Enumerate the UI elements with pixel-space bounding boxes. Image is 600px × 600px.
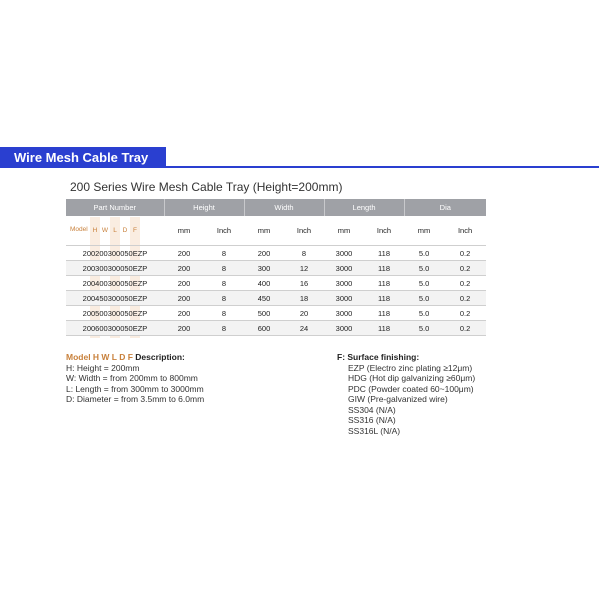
finishing-item: PDC (Powder coated 60~100μm): [348, 383, 474, 394]
part-number-cell: 200450300050EZP: [66, 291, 164, 306]
unit-cell: mm: [404, 216, 444, 246]
finishing-item: SS316L (N/A): [348, 425, 401, 436]
table-cell: 3000: [324, 306, 364, 321]
model-letter-l: L: [113, 227, 117, 234]
table-row: [66, 291, 486, 306]
table-row: [66, 306, 486, 321]
table-cell: 118: [364, 276, 404, 291]
part-number-cell: 200200300050EZP: [66, 246, 164, 261]
table-row: [66, 246, 486, 261]
table-cell: 5.0: [404, 291, 444, 306]
table-cell: 8: [204, 276, 244, 291]
table-cell: 0.2: [444, 321, 486, 336]
unit-cell: mm: [324, 216, 364, 246]
table-cell: 118: [364, 306, 404, 321]
table-cell: 118: [364, 261, 404, 276]
surface-finishing: [337, 352, 475, 436]
spec-table: [66, 199, 486, 336]
model-letters: [90, 216, 140, 245]
table-cell: 8: [204, 321, 244, 336]
table-header-row: [66, 199, 486, 216]
table-cell: 118: [364, 321, 404, 336]
table-cell: 3000: [324, 261, 364, 276]
table-cell: 8: [204, 291, 244, 306]
table-cell: 0.2: [444, 306, 486, 321]
table-cell: 0.2: [444, 291, 486, 306]
header-part-number: Part Number: [66, 199, 164, 216]
table-cell: 20: [284, 306, 324, 321]
description-label: Description:: [135, 352, 185, 362]
table-cell: 12: [284, 261, 324, 276]
model-description: [66, 352, 204, 405]
table-cell: 118: [364, 291, 404, 306]
table-cell: 5.0: [404, 246, 444, 261]
finishing-item: HDG (Hot dip galvanizing ≥60μm): [348, 373, 476, 383]
table-cell: 0.2: [444, 276, 486, 291]
finishing-item: SS304 (N/A): [348, 404, 396, 415]
table-cell: 3000: [324, 291, 364, 306]
table-cell: 3000: [324, 321, 364, 336]
model-letter-h: H: [92, 227, 98, 234]
description-line-height: H: Height = 200mm: [66, 362, 140, 373]
unit-cell: mm: [164, 216, 204, 246]
header-height: Height: [164, 199, 244, 216]
table-cell: 200: [164, 321, 204, 336]
table-cell: 200: [164, 306, 204, 321]
finishing-list: [337, 363, 475, 437]
table-row: [66, 276, 486, 291]
table-cell: 200: [164, 276, 204, 291]
banner-rule: [166, 166, 599, 168]
table-title: 200 Series Wire Mesh Cable Tray (Height=200mm): [70, 180, 343, 194]
table-cell: 200: [164, 291, 204, 306]
part-number-cell: 200500300050EZP: [66, 306, 164, 321]
model-letter-f: F: [133, 227, 137, 234]
finishing-item: SS316 (N/A): [348, 415, 396, 425]
description-line-width: W: Width = from 200mm to 800mm: [66, 373, 198, 383]
table-cell: 200: [164, 261, 204, 276]
table-cell: 5.0: [404, 306, 444, 321]
table-cell: 8: [204, 246, 244, 261]
table-cell: 0.2: [444, 246, 486, 261]
table-row: [66, 261, 486, 276]
units-row: [66, 216, 486, 246]
banner-title: Wire Mesh Cable Tray: [14, 150, 149, 165]
part-number-cell: 200600300050EZP: [66, 321, 164, 336]
finishing-heading: F: Surface finishing:: [337, 352, 420, 362]
table-cell: 16: [284, 276, 324, 291]
model-letter-w: W: [101, 227, 109, 234]
unit-cell: Inch: [284, 216, 324, 246]
table-cell: 24: [284, 321, 324, 336]
table-cell: 8: [204, 261, 244, 276]
table-cell: 600: [244, 321, 284, 336]
description-line-diameter: D: Diameter = from 3.5mm to 6.0mm: [66, 394, 205, 404]
table-cell: 400: [244, 276, 284, 291]
unit-cell: Inch: [364, 216, 404, 246]
table-cell: 5.0: [404, 276, 444, 291]
table-row: [66, 321, 486, 336]
section-banner: [0, 147, 166, 168]
model-legend: [66, 216, 164, 246]
part-number-cell: 200400300050EZP: [66, 276, 164, 291]
table-cell: 300: [244, 261, 284, 276]
table-cell: 200: [244, 246, 284, 261]
table-cell: 118: [364, 246, 404, 261]
table-cell: 0.2: [444, 261, 486, 276]
header-dia: Dia: [404, 199, 486, 216]
table-cell: 18: [284, 291, 324, 306]
part-number-cell: 200300300050EZP: [66, 261, 164, 276]
unit-cell: Inch: [444, 216, 486, 246]
finishing-item: GIW (Pre-galvanized wire): [348, 394, 448, 404]
model-letter-d: D: [122, 227, 128, 234]
table-cell: 8: [204, 306, 244, 321]
description-heading: [66, 352, 204, 363]
header-width: Width: [244, 199, 324, 216]
table-cell: 5.0: [404, 321, 444, 336]
header-length: Length: [324, 199, 404, 216]
table-cell: 450: [244, 291, 284, 306]
table-cell: 3000: [324, 246, 364, 261]
description-line-length: L: Length = from 300mm to 3000mm: [66, 383, 204, 394]
unit-cell: Inch: [204, 216, 244, 246]
description-model-code: Model H W L D F: [66, 352, 133, 362]
table-cell: 5.0: [404, 261, 444, 276]
unit-cell: mm: [244, 216, 284, 246]
table-cell: 500: [244, 306, 284, 321]
table-cell: 200: [164, 246, 204, 261]
model-label: Model: [70, 226, 88, 233]
finishing-item: EZP (Electro zinc plating ≥12μm): [348, 362, 473, 373]
table-cell: 3000: [324, 276, 364, 291]
table-cell: 8: [284, 246, 324, 261]
